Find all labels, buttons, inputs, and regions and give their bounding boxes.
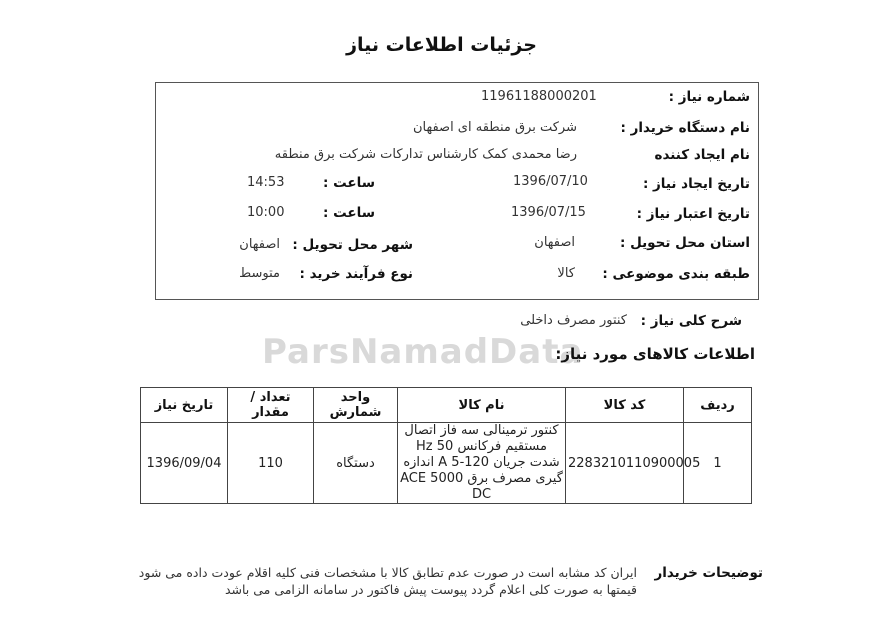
buyer-org-value: شرکت برق منطقه ای اصفهان (412, 120, 577, 135)
category-label: طبقه بندی موضوعی : (602, 266, 750, 282)
summary-label: شرح کلی نیاز : (640, 313, 742, 329)
header-item-name: نام کالا (398, 388, 566, 423)
need-number-value: 11961188000201 (481, 89, 597, 104)
cell-row-index: 1 (684, 423, 752, 504)
valid-time-label: ساعت : (323, 205, 375, 221)
header-quantity: تعداد / مقدار (228, 388, 314, 423)
header-item-code: کد کالا (566, 388, 684, 423)
delivery-province-value: اصفهان (534, 235, 575, 250)
created-time-label: ساعت : (323, 175, 375, 191)
creator-value: رضا محمدی کمک کارشناس تدارکات شرکت برق منطقه (274, 147, 577, 162)
buyer-org-label: نام دستگاه خریدار : (620, 120, 750, 136)
created-date-value: 1396/07/10 (513, 174, 588, 189)
created-date-label: تاریخ ایجاد نیاز : (642, 176, 750, 192)
category-value: کالا (557, 266, 575, 281)
cell-item-code: 2283210110900005 (566, 423, 684, 504)
creator-label: نام ایجاد کننده (654, 147, 750, 163)
buyer-notes-label: توضیحات خریدار (654, 565, 763, 581)
page-title: جزئیات اطلاعات نیاز (346, 34, 537, 56)
purchase-type-value: متوسط (239, 266, 280, 281)
valid-date-value: 1396/07/15 (511, 205, 586, 220)
watermark-logo: ParsNamadData (262, 332, 584, 372)
summary-value: کنتور مصرف داخلی (520, 313, 627, 328)
buyer-notes-line-1: ایران کد مشابه است در صورت عدم تطابق کالا با مشخصات فنی کلیه اقلام عودت داده می شود (138, 565, 637, 580)
delivery-city-value: اصفهان (239, 237, 280, 252)
header-unit: واحد شمارش (314, 388, 398, 423)
delivery-province-label: استان محل تحویل : (619, 235, 750, 251)
created-time-value: 14:53 (247, 175, 285, 190)
purchase-type-label: نوع فرآیند خرید : (299, 266, 413, 282)
table-row (141, 423, 752, 504)
items-section-title: اطلاعات کالاهای مورد نیاز: (555, 345, 755, 363)
header-need-date: تاریخ نیاز (141, 388, 228, 423)
items-table-header-row (141, 388, 752, 423)
valid-date-label: تاریخ اعتبار نیاز : (636, 206, 750, 222)
cell-item-name: کنتور ترمینالی سه فاز اتصال مستقیم فرکانس 50 Hz شدت جریان 120-5 A اندازه گیری مصرف برق ACE 5000 DC (398, 423, 566, 504)
buyer-notes-line-2: قیمتها به صورت کلی اعلام گردد پیوست پیش فاکتور در سامانه الزامی می باشد (224, 582, 637, 597)
cell-need-date: 1396/09/04 (141, 423, 228, 504)
valid-time-value: 10:00 (247, 205, 285, 220)
header-row-index: ردیف (684, 388, 752, 423)
need-number-label: شماره نیاز : (668, 89, 750, 105)
cell-quantity: 110 (228, 423, 314, 504)
items-table (140, 387, 752, 504)
cell-unit: دستگاه (314, 423, 398, 504)
delivery-city-label: شهر محل تحویل : (292, 237, 413, 253)
